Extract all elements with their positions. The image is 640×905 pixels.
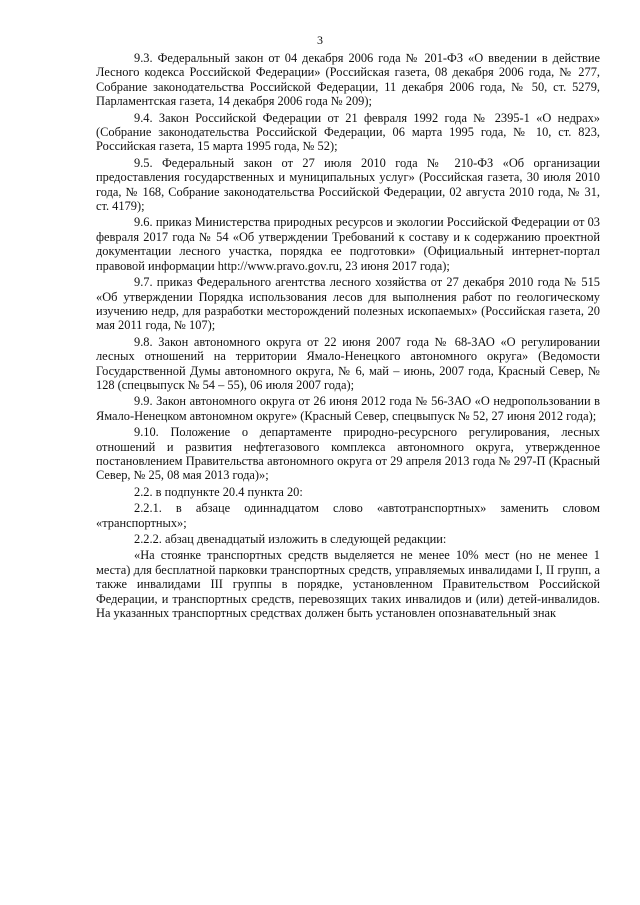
- paragraph-9-7: 9.7. приказ Федерального агентства лесного хозяйства от 27 декабря 2010 года № 515 «Об утверждении Порядка использования лесов для выполнения работ по геологическому изучению недр, для разработки месторождений полезных ископаемых» (Российская газета, 20 мая 2011 года, № 107);: [96, 275, 600, 333]
- paragraph-2-2-1: 2.2.1. в абзаце одиннадцатом слово «автотранспортных» заменить словом «транспортных»;: [96, 501, 600, 530]
- paragraph-9-8: 9.8. Закон автономного округа от 22 июня 2007 года № 68-ЗАО «О регулировании лесных отношений на территории Ямало-Ненецкого автономного округа» (Ведомости Государственной Думы автономного округа, № 6, май – июнь, 2007 года, Красный Север, № 128 (спецвыпуск № 54 – 55), 06 июля 2007 года);: [96, 334, 600, 392]
- page-number: 3: [317, 33, 323, 47]
- paragraph-2-2: 2.2. в подпункте 20.4 пункта 20:: [134, 484, 303, 499]
- document-body: [96, 51, 600, 622]
- paragraph-9-5: 9.5. Федеральный закон от 27 июля 2010 года № 210-ФЗ «Об организации предоставления государственных и муниципальных услуг» (Российская газета, 30 июля 2010 года, № 168, Собрание законодательства Российской Федерации, 02 августа 2010 года, № 31, ст. 4179);: [96, 155, 600, 214]
- paragraph-9-4: 9.4. Закон Российской Федерации от 21 февраля 1992 года № 2395-1 «О недрах» (Собрание законодательства Российской Федерации, 06 марта 1995 года, № 10, ст. 823, Российская газета, 15 марта 1995 года, № 52);: [96, 110, 600, 154]
- paragraph-9-9: 9.9. Закон автономного округа от 26 июня 2012 года № 56-ЗАО «О недропользовании в Ямало-Ненецком автономном округе» (Красный Север, спецвыпуск № 52, 27 июня 2012 года);: [96, 394, 600, 423]
- paragraph-9-6: 9.6. приказ Министерства природных ресурсов и экологии Российской Федерации от 03 февраля 2017 года № 54 «Об утверждении Требований к составу и к содержанию проектной документации лесного участка, порядка ее подготовки» (Официальный интернет-портал правовой информации http://www.pravo.gov.ru, 23 июня 2017 года);: [96, 215, 600, 273]
- paragraph-2-2-2: 2.2.2. абзац двенадцатый изложить в следующей редакции:: [134, 532, 447, 546]
- paragraph-9-10: 9.10. Положение о департаменте природно-ресурсного регулирования, лесных отношений и развития нефтегазового комплекса автономного округа, утвержденное постановлением Правительства автономного округа от 29 апреля 2013 года № 297-П (Красный Север, № 25, 08 мая 2013 года)»;: [96, 425, 600, 483]
- paragraph-9-3: 9.3. Федеральный закон от 04 декабря 2006 года № 201-ФЗ «О введении в действие Лесного кодекса Российской Федерации» (Российская газета, 08 декабря 2006 года, № 277, Собрание законодательства Российской Федерации, 11 декабря 2006 года, № 50, ст. 5279, Парламентская газета, 14 декабря 2006 года № 209);: [96, 51, 600, 109]
- paragraph-quoted-text: «На стоянке транспортных средств выделяется не менее 10% мест (но не менее 1 места) для бесплатной парковки транспортных средств, управляемых инвалидами I, II групп, а также инвалидами III группы в порядке, установленном Правительством Российской Федерации, и транспортных средств, перевозящих таких инвалидов и (или) детей-инвалидов. На указанных транспортных средствах должен быть установлен опознавательный знак: [96, 548, 600, 621]
